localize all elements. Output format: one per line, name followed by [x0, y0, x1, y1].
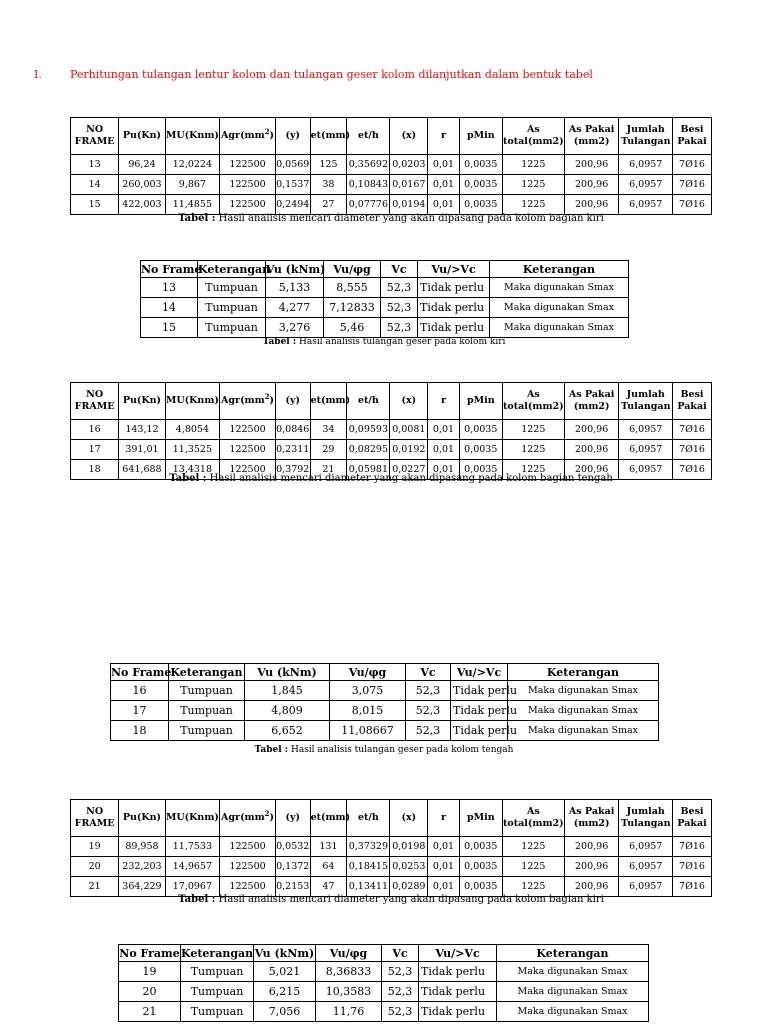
column-header: et/h	[347, 383, 390, 420]
table-cell: 0,05981	[347, 460, 390, 480]
shear-header-row	[141, 261, 629, 278]
caption-text: Hasil analisis mencari diameter yang akan dipasang pada kolom bagian kiri	[218, 894, 604, 905]
column-header: As total(mm2)	[502, 118, 564, 155]
table-cell: 122500	[220, 460, 276, 480]
table-cell: 7Ø16	[673, 175, 712, 195]
table-cell: 0,08295	[347, 440, 390, 460]
column-header: Pu(Kn)	[119, 383, 165, 420]
table-cell: 0,3792	[275, 460, 310, 480]
shear-table-2	[110, 663, 659, 741]
column-header: et(mm)	[310, 800, 347, 837]
table-cell: 131	[310, 837, 347, 857]
column-header: No Frame	[141, 262, 202, 276]
table-cell: 0,0035	[459, 420, 502, 440]
column-header: No Frame	[119, 946, 180, 960]
table-cell: 0,2311	[275, 440, 310, 460]
table-cell: 11,76	[316, 1002, 382, 1022]
column-header: MU(Knm)	[165, 383, 220, 420]
table-cell: Tumpuan	[181, 962, 254, 982]
table-cell: 64	[310, 857, 347, 877]
table-cell: 18	[71, 460, 119, 480]
table-cell: 200,96	[564, 155, 619, 175]
table-row	[71, 155, 712, 175]
table-cell: 10,3583	[316, 982, 382, 1002]
main-table-2	[70, 382, 712, 480]
main-header-row	[71, 383, 712, 420]
table-row	[71, 857, 712, 877]
table-cell: Tumpuan	[169, 701, 245, 721]
column-header: Vc	[406, 664, 451, 681]
table-cell: Maka digunakan Smax	[497, 1002, 649, 1022]
column-header: NO FRAME	[71, 118, 119, 155]
table-cell: 5,021	[254, 962, 316, 982]
table-cell: 122500	[220, 837, 276, 857]
table-cell: 11,7533	[165, 837, 220, 857]
table-cell: 0,01	[428, 420, 460, 440]
table-cell: 0,18415	[347, 857, 390, 877]
column-header: $Agr(mm^2)$	[220, 800, 276, 837]
column-header: Besi Pakai	[673, 800, 712, 837]
table-cell: Tumpuan	[169, 681, 245, 701]
table-row	[141, 318, 629, 338]
table-cell: 47	[310, 877, 347, 897]
table-row	[141, 278, 629, 298]
table-cell: 6,0957	[619, 440, 673, 460]
column-header: Vu/>Vc	[418, 261, 490, 278]
table-cell: 19	[71, 837, 119, 857]
column-header: pMin	[459, 383, 502, 420]
column-header: (y)	[275, 383, 310, 420]
table-cell: 232,203	[119, 857, 165, 877]
table-cell: 0,01	[428, 837, 460, 857]
table-cell: 13	[71, 155, 119, 175]
column-header: $Agr(mm^2)$	[220, 118, 276, 155]
table-cell: 7Ø16	[673, 877, 712, 897]
table-cell: Tidak perlu	[418, 278, 490, 298]
table-cell: Tumpuan	[181, 982, 254, 1002]
shear-header-row	[111, 664, 659, 681]
caption-text: Hasil analisis mencari diameter yang akan dipasang pada kolom bagian kiri	[218, 213, 604, 224]
table-cell: 0,07776	[347, 195, 390, 215]
table-row	[71, 837, 712, 857]
table-cell: 15	[141, 318, 198, 338]
table-cell: 20	[119, 982, 181, 1002]
table-cell: 0,01	[428, 175, 460, 195]
table-cell: Tidak perlu	[451, 721, 508, 741]
table-cell: 0,01	[428, 195, 460, 215]
table-cell: 11,08667	[330, 721, 406, 741]
column-header: As Pakai (mm2)	[564, 118, 619, 155]
table-cell: 0,01	[428, 857, 460, 877]
column-header: As total(mm2)	[502, 800, 564, 837]
column-header: $Agr(mm^2)$	[220, 383, 276, 420]
table-cell: 16	[71, 420, 119, 440]
column-header: et(mm)	[310, 118, 347, 155]
table-cell: 0,01	[428, 440, 460, 460]
table-cell: 52,3	[381, 278, 418, 298]
table-row	[71, 440, 712, 460]
column-header: (x)	[390, 383, 428, 420]
table-cell: 0,0167	[390, 175, 428, 195]
column-header: Besi Pakai	[673, 383, 712, 420]
column-header: NO FRAME	[71, 800, 119, 837]
section-number: I.	[34, 68, 42, 81]
table-cell: 0,01	[428, 155, 460, 175]
table-cell: 122500	[220, 175, 276, 195]
table-cell: 1225	[502, 877, 564, 897]
table-cell: 6,0957	[619, 195, 673, 215]
table-cell: 200,96	[564, 195, 619, 215]
table-row	[111, 681, 659, 701]
table-cell: 0,1372	[275, 857, 310, 877]
main-caption-2	[70, 473, 712, 484]
column-header: Vc	[382, 945, 419, 962]
column-header: Keterangan	[497, 945, 649, 962]
table-cell: 5,133	[266, 278, 324, 298]
column-header: Keterangan	[198, 262, 271, 276]
table-cell: 1225	[502, 175, 564, 195]
table-cell: 14	[141, 298, 198, 318]
column-header: (y)	[275, 118, 310, 155]
table-cell: Tidak perlu	[451, 701, 508, 721]
table-cell: Tumpuan	[181, 1002, 254, 1022]
table-cell: 0,0253	[390, 857, 428, 877]
table-cell: 11,3525	[165, 440, 220, 460]
table-cell: 0,0035	[459, 175, 502, 195]
table-cell: 0,0035	[459, 877, 502, 897]
table-cell: 52,3	[382, 962, 419, 982]
column-header: et/h	[347, 800, 390, 837]
column-header: Vu (kNm)	[254, 946, 315, 960]
table-cell: 7,056	[254, 1002, 316, 1022]
column-header: Pu(Kn)	[119, 800, 165, 837]
table-cell: 4,8054	[165, 420, 220, 440]
table-cell: 0,2153	[275, 877, 310, 897]
table-cell: 8,015	[330, 701, 406, 721]
table-cell: 27	[310, 195, 347, 215]
column-header: Vc	[381, 261, 418, 278]
table-cell: 21	[119, 1002, 181, 1022]
table-cell: 122500	[220, 857, 276, 877]
table-cell: 9,867	[165, 175, 220, 195]
table-cell: 21	[310, 460, 347, 480]
column-header: pMin	[459, 800, 502, 837]
table-cell: Tumpuan	[198, 318, 266, 338]
table-cell: 1,845	[245, 681, 330, 701]
table-cell: 11,4855	[165, 195, 220, 215]
table-cell: 8,555	[324, 278, 381, 298]
column-header: As Pakai (mm2)	[564, 800, 619, 837]
table-row	[119, 1002, 649, 1022]
table-cell: 7Ø16	[673, 420, 712, 440]
table-cell: 1225	[502, 155, 564, 175]
column-header: et(mm)	[310, 383, 347, 420]
table-cell: 122500	[220, 420, 276, 440]
column-header: Vu/>Vc	[419, 945, 497, 962]
table-cell: 7Ø16	[673, 195, 712, 215]
table-cell: 6,0957	[619, 857, 673, 877]
table-cell: 4,809	[245, 701, 330, 721]
table-cell: 1225	[502, 857, 564, 877]
section-heading	[34, 68, 593, 81]
column-header: (x)	[390, 800, 428, 837]
table-cell: 0,0035	[459, 857, 502, 877]
table-cell: 200,96	[564, 175, 619, 195]
column-header: r	[428, 800, 460, 837]
column-header: Jumlah Tulangan	[619, 800, 673, 837]
table-cell: 89,958	[119, 837, 165, 857]
column-header: r	[428, 118, 460, 155]
table-cell: 0,37329	[347, 837, 390, 857]
column-header: Vu/φg	[330, 664, 406, 681]
main-table-1	[70, 117, 712, 215]
table-cell: 200,96	[564, 837, 619, 857]
table-cell: 15	[71, 195, 119, 215]
column-header: (y)	[275, 800, 310, 837]
table-cell: 18	[111, 721, 169, 741]
column-header: r	[428, 383, 460, 420]
table-cell: 0,01	[428, 877, 460, 897]
table-cell: Maka digunakan Smax	[490, 278, 629, 298]
table-cell: 391,01	[119, 440, 165, 460]
table-cell: 0,0227	[390, 460, 428, 480]
table-cell: 0,0081	[390, 420, 428, 440]
table-cell: 14,9657	[165, 857, 220, 877]
table-cell: 1225	[502, 837, 564, 857]
column-header: Jumlah Tulangan	[619, 383, 673, 420]
table-row	[71, 175, 712, 195]
table-cell: 52,3	[382, 982, 419, 1002]
table-cell: 200,96	[564, 460, 619, 480]
table-cell: 6,0957	[619, 175, 673, 195]
table-cell: 122500	[220, 195, 276, 215]
table-cell: 6,0957	[619, 837, 673, 857]
table-cell: 200,96	[564, 440, 619, 460]
table-cell: 0,10843	[347, 175, 390, 195]
caption-text: Hasil analisis tulangan geser pada kolom kiri	[299, 337, 506, 347]
table-row	[119, 962, 649, 982]
main-table-3	[70, 799, 712, 897]
table-row	[111, 701, 659, 721]
table-cell: 0,0194	[390, 195, 428, 215]
table-cell: 0,2494	[275, 195, 310, 215]
column-header: Keterangan	[508, 664, 659, 681]
table-cell: 122500	[220, 155, 276, 175]
main-header-row	[71, 800, 712, 837]
table-cell: Maka digunakan Smax	[508, 681, 659, 701]
table-cell: 52,3	[382, 1002, 419, 1022]
table-cell: 0,13411	[347, 877, 390, 897]
column-header: Besi Pakai	[673, 118, 712, 155]
table-cell: 1225	[502, 460, 564, 480]
table-cell: 122500	[220, 440, 276, 460]
table-cell: 5,46	[324, 318, 381, 338]
table-cell: 1225	[502, 195, 564, 215]
table-cell: 6,652	[245, 721, 330, 741]
table-cell: 0,01	[428, 460, 460, 480]
table-cell: 12,0224	[165, 155, 220, 175]
table-cell: 34	[310, 420, 347, 440]
table-cell: 143,12	[119, 420, 165, 440]
table-cell: 52,3	[406, 681, 451, 701]
table-cell: 6,0957	[619, 460, 673, 480]
table-cell: Maka digunakan Smax	[497, 982, 649, 1002]
column-header: Keterangan	[181, 946, 254, 960]
table-cell: 0,1537	[275, 175, 310, 195]
table-cell: 0,0569	[275, 155, 310, 175]
table-cell: 0,0203	[390, 155, 428, 175]
table-cell: 0,0289	[390, 877, 428, 897]
table-cell: Tumpuan	[198, 298, 266, 318]
table-cell: 122500	[220, 877, 276, 897]
table-cell: 7Ø16	[673, 155, 712, 175]
main-caption-1	[70, 213, 712, 224]
table-cell: 13,4318	[165, 460, 220, 480]
table-cell: 20	[71, 857, 119, 877]
column-header: MU(Knm)	[165, 800, 220, 837]
table-row	[71, 195, 712, 215]
table-cell: 641,688	[119, 460, 165, 480]
table-cell: 3,276	[266, 318, 324, 338]
table-cell: Maka digunakan Smax	[508, 701, 659, 721]
table-cell: 17	[71, 440, 119, 460]
caption-text: Hasil analisis tulangan geser pada kolom tengah	[290, 745, 514, 755]
column-header: Vu (kNm)	[266, 262, 326, 276]
column-header: No Frame	[111, 665, 172, 679]
table-cell: 17,0967	[165, 877, 220, 897]
column-header: Keterangan	[170, 665, 243, 679]
table-cell: 17	[111, 701, 169, 721]
table-cell: 14	[71, 175, 119, 195]
table-cell: 16	[111, 681, 169, 701]
table-cell: 0,0035	[459, 195, 502, 215]
table-cell: 52,3	[381, 318, 418, 338]
table-cell: 6,0957	[619, 155, 673, 175]
table-cell: 13	[141, 278, 198, 298]
table-cell: 7Ø16	[673, 440, 712, 460]
caption-label: Tabel :	[178, 894, 216, 905]
column-header: Vu (kNm)	[245, 664, 330, 681]
table-row	[141, 298, 629, 318]
table-cell: 422,003	[119, 195, 165, 215]
table-cell: 1225	[502, 420, 564, 440]
column-header: As Pakai (mm2)	[564, 383, 619, 420]
table-cell: 4,277	[266, 298, 324, 318]
table-cell: 200,96	[564, 877, 619, 897]
table-row	[111, 721, 659, 741]
column-header: Jumlah Tulangan	[619, 118, 673, 155]
column-header: Vu/φg	[324, 261, 381, 278]
table-cell: 125	[310, 155, 347, 175]
table-row	[71, 420, 712, 440]
caption-label: Tabel :	[254, 745, 289, 755]
column-header: pMin	[459, 118, 502, 155]
section-title: Perhitungan tulangan lentur kolom dan tulangan geser kolom dilanjutkan dalam bentuk tabel	[70, 68, 593, 81]
shear-table-3	[118, 944, 649, 1022]
shear-caption-1	[140, 337, 628, 347]
table-cell: Maka digunakan Smax	[497, 962, 649, 982]
shear-header-row	[119, 945, 649, 962]
table-cell: 52,3	[381, 298, 418, 318]
table-cell: 0,0035	[459, 155, 502, 175]
table-cell: Maka digunakan Smax	[508, 721, 659, 741]
column-header: NO FRAME	[71, 383, 119, 420]
column-header: MU(Knm)	[165, 118, 220, 155]
table-cell: 0,0035	[459, 440, 502, 460]
column-header: Vu/φg	[316, 945, 382, 962]
table-cell: 0,0198	[390, 837, 428, 857]
table-cell: Tidak perlu	[418, 318, 490, 338]
table-cell: 52,3	[406, 701, 451, 721]
table-cell: 7Ø16	[673, 837, 712, 857]
table-cell: 7,12833	[324, 298, 381, 318]
table-cell: 7Ø16	[673, 857, 712, 877]
main-header-row	[71, 118, 712, 155]
table-cell: Tumpuan	[198, 278, 266, 298]
table-cell: 0,0192	[390, 440, 428, 460]
table-cell: 0,0532	[275, 837, 310, 857]
table-cell: 0,09593	[347, 420, 390, 440]
table-cell: 19	[119, 962, 181, 982]
column-header: (x)	[390, 118, 428, 155]
shear-table-1	[140, 260, 629, 338]
table-cell: 21	[71, 877, 119, 897]
table-cell: 96,24	[119, 155, 165, 175]
table-cell: 38	[310, 175, 347, 195]
table-cell: 0,0035	[459, 837, 502, 857]
caption-text: Hasil analisis mencari diameter yang akan dipasang pada kolom bagian tengah	[209, 473, 613, 484]
table-cell: 29	[310, 440, 347, 460]
column-header: Keterangan	[490, 261, 629, 278]
table-cell: Tidak perlu	[419, 1002, 497, 1022]
table-cell: 6,0957	[619, 877, 673, 897]
shear-caption-2	[110, 745, 658, 755]
table-cell: 0,0846	[275, 420, 310, 440]
table-cell: 7Ø16	[673, 460, 712, 480]
table-cell: 0,35692	[347, 155, 390, 175]
table-cell: 0,0035	[459, 460, 502, 480]
caption-label: Tabel :	[169, 473, 207, 484]
table-cell: 6,215	[254, 982, 316, 1002]
column-header: Vu/>Vc	[451, 664, 508, 681]
table-cell: 1225	[502, 440, 564, 460]
table-cell: 200,96	[564, 857, 619, 877]
column-header: Pu(Kn)	[119, 118, 165, 155]
table-cell: 260,003	[119, 175, 165, 195]
table-cell: Tidak perlu	[451, 681, 508, 701]
table-cell: Tidak perlu	[419, 962, 497, 982]
table-cell: Tumpuan	[169, 721, 245, 741]
table-row	[119, 982, 649, 1002]
table-cell: Tidak perlu	[419, 982, 497, 1002]
main-caption-3	[70, 894, 712, 905]
table-cell: 364,229	[119, 877, 165, 897]
table-cell: 200,96	[564, 420, 619, 440]
column-header: et/h	[347, 118, 390, 155]
table-cell: Maka digunakan Smax	[490, 298, 629, 318]
table-cell: Tidak perlu	[418, 298, 490, 318]
table-cell: 52,3	[406, 721, 451, 741]
caption-label: Tabel :	[178, 213, 216, 224]
table-cell: 6,0957	[619, 420, 673, 440]
table-cell: 3,075	[330, 681, 406, 701]
caption-label: Tabel :	[262, 337, 297, 347]
column-header: As total(mm2)	[502, 383, 564, 420]
table-cell: 8,36833	[316, 962, 382, 982]
table-cell: Maka digunakan Smax	[490, 318, 629, 338]
